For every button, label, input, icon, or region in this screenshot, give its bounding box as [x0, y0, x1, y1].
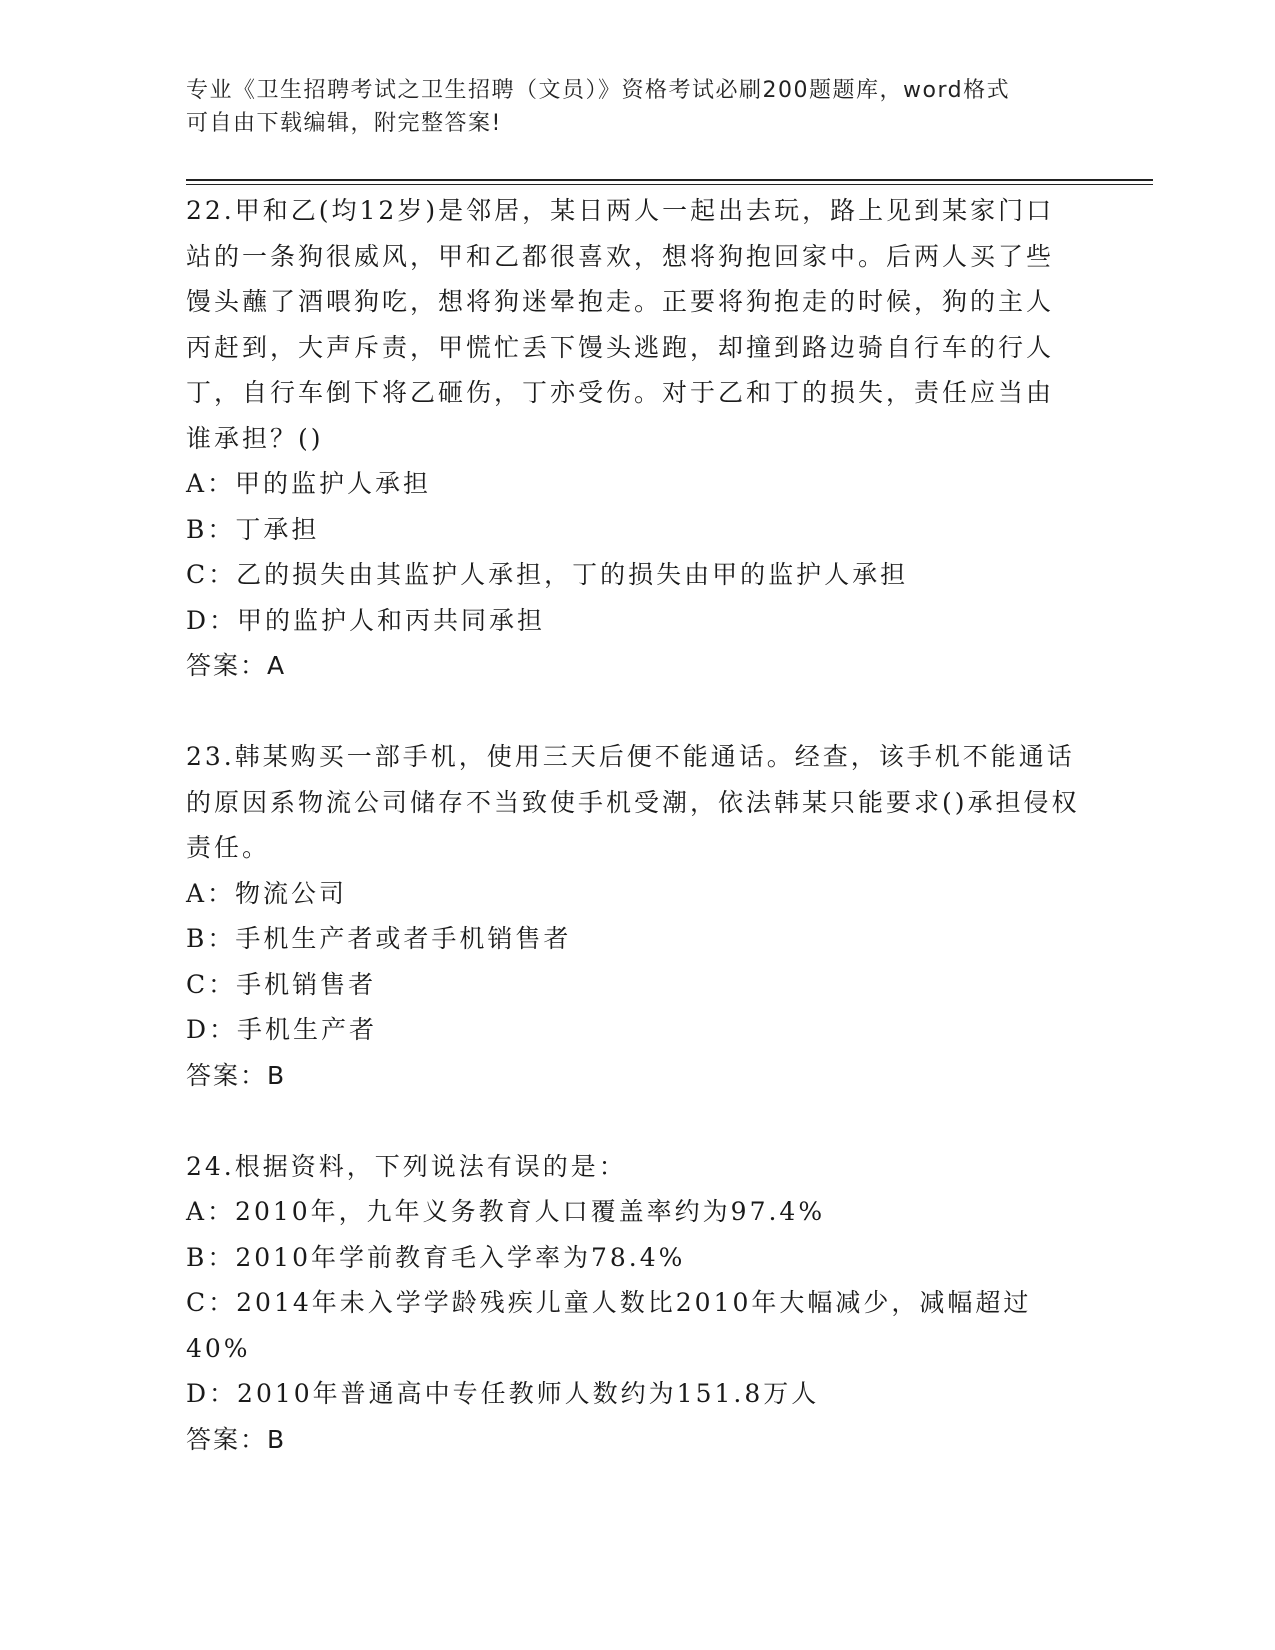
question-24 [186, 1144, 1081, 1463]
option-a: A：2010年，九年义务教育人口覆盖率约为97.4% [186, 1197, 826, 1226]
option-d: D：甲的监护人和丙共同承担 [186, 605, 546, 635]
option-c: C：2014年未入学学龄残疾儿童人数比2010年大幅减少，减幅超过40% [186, 1288, 1032, 1363]
option-b: B：2010年学前教育毛入学率为78.4% [186, 1242, 686, 1272]
header-divider-thick [186, 179, 1153, 181]
question-22 [186, 188, 1081, 689]
question-spacer [186, 1098, 1081, 1144]
question-stem: 22.甲和乙(均12岁)是邻居，某日两人一起出去玩，路上见到某家门口站的一条狗很威风，甲和乙都很喜欢，想将狗抱回家中。后两人买了些馒头蘸了酒喂狗吃，想将狗迷晕抱走。正要将狗抱走的时候，狗的主人丙赶到，大声斥责，甲慌忙丢下馒头逃跑，却撞到路边骑自行车的行人丁，自行车倒下将乙砸伤，丁亦受伤。对于乙和丁的损失，责任应当由谁承担？() [186, 196, 1055, 453]
header-line-1: 专业《卫生招聘考试之卫生招聘（文员）》资格考试必刷200题题库，word格式 [186, 78, 1011, 103]
question-23 [186, 734, 1081, 1098]
answer-label: 答案：B [186, 1424, 287, 1454]
option-b: B：手机生产者或者手机销售者 [186, 924, 572, 953]
answer-label: 答案：A [186, 651, 287, 680]
answer-label: 答案：B [186, 1060, 287, 1090]
option-c: C：乙的损失由其监护人承担，丁的损失由甲的监护人承担 [186, 560, 909, 589]
question-stem: 24.根据资料，下列说法有误的是： [186, 1151, 627, 1181]
option-c: C：手机销售者 [186, 969, 377, 999]
option-d: D：2010年普通高中专任教师人数约为151.8万人 [186, 1379, 820, 1408]
question-spacer [186, 689, 1081, 735]
question-stem: 23.韩某购买一部手机，使用三天后便不能通话。经查，该手机不能通话的原因系物流公司储存不当致使手机受潮，依法韩某只能要求()承担侵权责任。 [186, 742, 1080, 862]
page-header [186, 74, 1086, 140]
option-b: B：丁承担 [186, 514, 320, 544]
question-list [186, 188, 1081, 1462]
option-a: A：物流公司 [186, 878, 348, 908]
header-divider-thin [186, 184, 1153, 185]
option-a: A：甲的监护人承担 [186, 469, 432, 498]
header-line-2: 可自由下载编辑，附完整答案! [186, 111, 502, 136]
option-d: D：手机生产者 [186, 1015, 378, 1044]
